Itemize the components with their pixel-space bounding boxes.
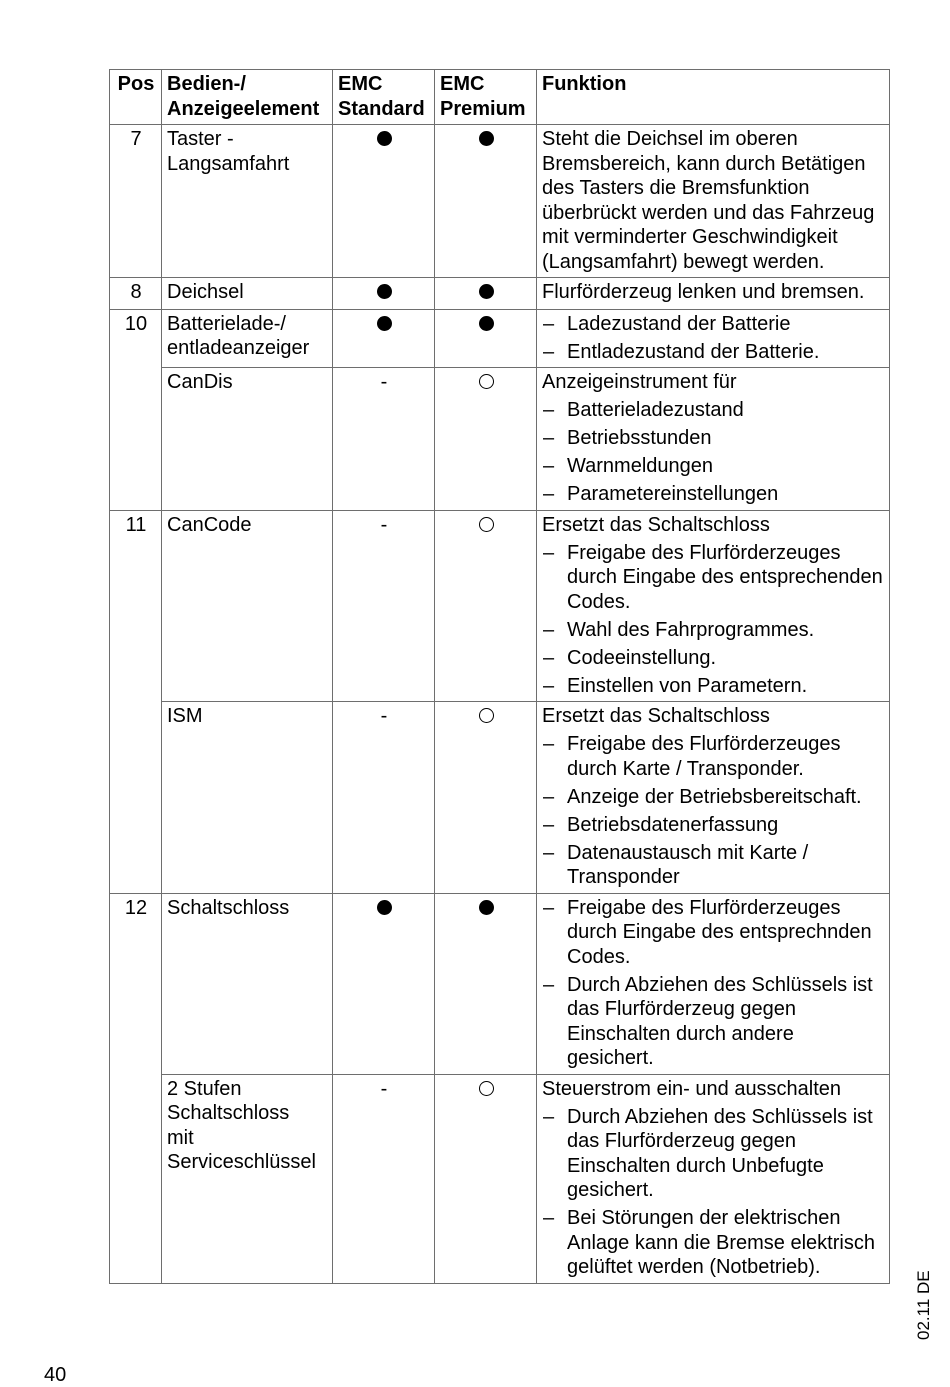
not-available-mark: - [380,371,388,393]
function-list-item: – Einstellen von Parametern. [542,674,885,699]
row-function [537,702,890,894]
table-row [110,1074,890,1283]
row-pos: 8 [110,278,162,310]
row-element: Deichsel [162,278,333,310]
filled-circle-icon [377,900,392,915]
header-emc-standard: EMC Standard [333,70,435,125]
row-emc-standard [333,893,435,1074]
row-emc-standard [333,510,435,702]
page-content [109,69,889,1284]
function-list-item: – Freigabe des Flurförderzeuges durch Eingabe des entsprechenden Codes. [542,541,885,615]
function-list-item: – Anzeige der Betriebsbereitschaft. [542,785,885,810]
filled-circle-icon [479,316,494,331]
function-list-item: – Parametereinstellungen [542,482,885,507]
row-emc-premium [435,702,537,894]
function-list-item: – Betriebsstunden [542,426,885,451]
page-number: 40 [44,1364,67,1386]
row-emc-standard [333,278,435,310]
not-available-mark: - [380,1077,388,1100]
row-pos: 10 [110,309,162,510]
table-row [110,893,890,1074]
header-pos: Pos [110,70,162,125]
function-list [542,732,885,890]
filled-circle-icon [479,900,494,915]
table-row [110,125,890,278]
function-list-item: – Freigabe des Flurförderzeuges durch Eingabe des entsprechnden Codes. [542,896,885,970]
table-row [110,278,890,310]
row-function [537,893,890,1074]
filled-circle-icon [479,131,494,146]
function-list-item: – Batterieladezustand [542,398,885,423]
table-row [110,702,890,894]
row-emc-standard [333,125,435,278]
function-list-item: – Durch Abziehen des Schlüssels ist das Flurförderzeug gegen Einschalten durch Unbefugte gesichert. [542,1105,885,1203]
row-function [537,309,890,368]
header-element: Bedien-/ Anzeigeelement [162,70,333,125]
function-list-item: – Warnmeldungen [542,454,885,479]
function-text: Ersetzt das Schaltschloss [542,705,770,727]
function-list-item: – Entladezustand der Batterie. [542,340,885,365]
row-function [537,368,890,511]
function-text: Flurförderzeug lenken und bremsen. [542,281,865,303]
row-pos: 12 [110,893,162,1283]
row-emc-standard [333,309,435,368]
not-available-mark: - [380,513,388,536]
row-function [537,1074,890,1283]
row-emc-standard [333,368,435,511]
function-text: Steuerstrom ein- und ausschalten [542,1077,842,1100]
header-function: Funktion [537,70,890,125]
filled-circle-icon [377,131,392,146]
function-list-item: – Durch Abziehen des Schlüssels ist das Flurförderzeug gegen Einschalten durch andere gesichert. [542,973,885,1071]
row-pos: 7 [110,125,162,278]
table-body [110,125,890,1284]
filled-circle-icon [479,284,494,299]
function-list-item: – Freigabe des Flurförderzeuges durch Karte / Transponder. [542,732,885,781]
row-emc-standard [333,1074,435,1283]
function-list-item: – Betriebsdatenerfassung [542,813,885,838]
controls-table [109,69,890,1284]
filled-circle-icon [377,284,392,299]
function-text: Steht die Deichsel im oberen Bremsbereich, kann durch Betätigen des Tasters die Bremsfunktion überbrückt werden und das Fahrzeug mit verminderter Geschwindigkeit (Langsamfahrt) bewegt werden. [542,128,875,273]
function-list-item: – Wahl des Fahrprogrammes. [542,618,885,643]
row-emc-standard [333,702,435,894]
row-element: Schaltschloss [162,893,333,1074]
row-function [537,510,890,702]
row-element: CanDis [162,368,333,511]
filled-circle-icon [377,316,392,331]
row-element: CanCode [162,510,333,702]
empty-circle-icon [479,1081,494,1096]
empty-circle-icon [479,374,494,389]
function-list-item: – Ladezustand der Batterie [542,312,885,337]
header-row [110,70,890,125]
row-emc-premium [435,510,537,702]
row-emc-premium [435,893,537,1074]
row-emc-premium [435,368,537,511]
function-text: Ersetzt das Schaltschloss [542,513,770,536]
row-function [537,125,890,278]
function-list [542,541,885,699]
function-list [542,896,885,1071]
row-element: Batterielade-/ entladeanzeiger [162,309,333,368]
function-list-item: – Datenaustausch mit Karte / Transponder [542,841,885,890]
edition-label: 02.11 DE [914,1270,933,1340]
function-list [542,1105,885,1280]
function-text: Anzeigeinstrument für [542,371,737,393]
row-element: Taster - Langsamfahrt [162,125,333,278]
row-function [537,278,890,310]
row-emc-premium [435,1074,537,1283]
header-emc-premium: EMC Premium [435,70,537,125]
row-emc-premium [435,125,537,278]
empty-circle-icon [479,517,494,532]
row-element: 2 Stufen Schaltschloss mit Serviceschlüssel [162,1074,333,1283]
table-row [110,309,890,368]
empty-circle-icon [479,708,494,723]
function-list-item: – Bei Störungen der elektrischen Anlage kann die Bremse elektrisch gelüftet werden (Notbetrieb). [542,1206,885,1280]
row-element: ISM [162,702,333,894]
not-available-mark: - [380,705,388,727]
table-row [110,510,890,702]
row-emc-premium [435,309,537,368]
function-list [542,312,885,365]
row-pos: 11 [110,510,162,893]
function-list [542,398,885,507]
function-list-item: – Codeeinstellung. [542,646,885,671]
table-row [110,368,890,511]
row-emc-premium [435,278,537,310]
